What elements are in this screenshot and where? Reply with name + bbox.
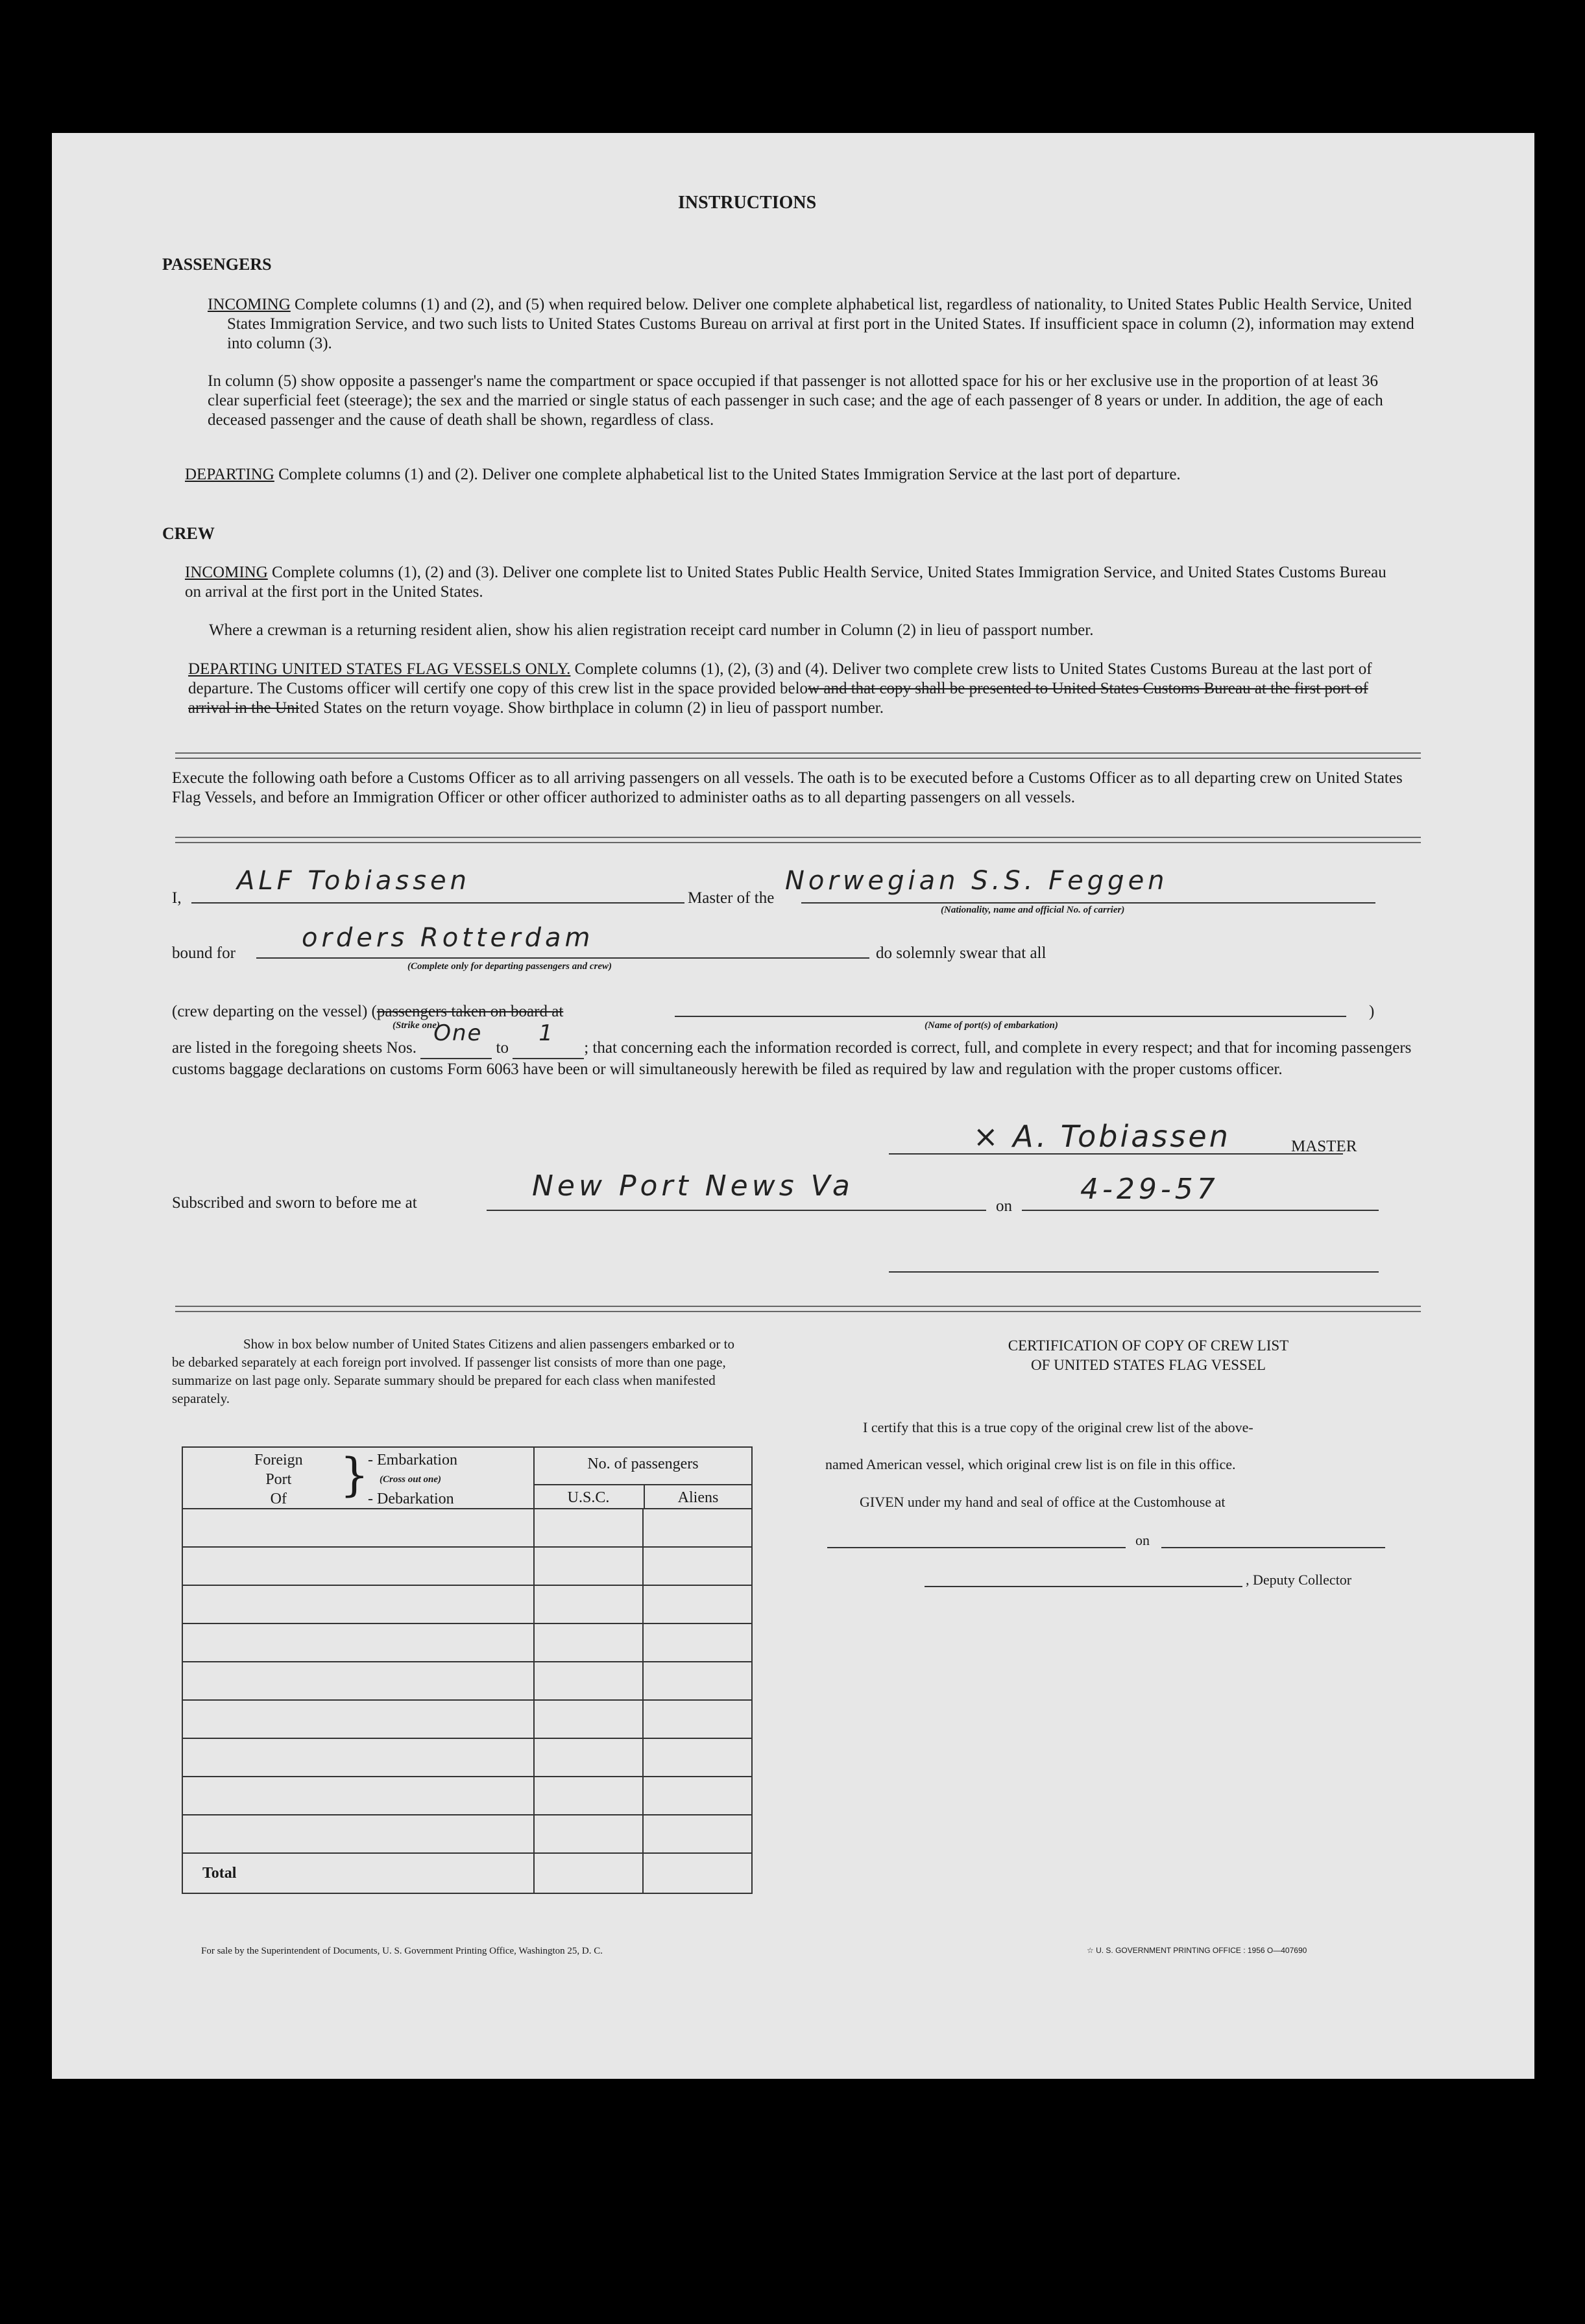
to-label: to <box>496 1039 509 1057</box>
oath-intro: Execute the following oath before a Customs Officer as to all arriving passengers on all vessels. The oath is to be executed before a Customs Officer as to all departing crew on United States Flag Vessels, and before an Immigration Officer or other officer authorized to administer oaths as to all departing passengers on all vessels. <box>172 769 1403 806</box>
certification-text-2: named American vessel, which original crew list is on file in this office. <box>825 1456 1236 1472</box>
certification-title-line2: OF UNITED STATES FLAG VESSEL <box>1031 1357 1266 1373</box>
sheets-label: are listed in the foregoing sheets Nos. <box>172 1039 417 1057</box>
crew-incoming-label: INCOMING <box>185 564 268 581</box>
sheet-to-value: 1 <box>538 1020 557 1046</box>
bound-for-value: orders Rotterdam <box>302 923 594 953</box>
column5-paragraph: In column (5) show opposite a passenger's name the compartment or space occupied if that passenger is not allotted space for his or her exclusive use in the proportion of at least 36 clear superficial feet (steerage); the sex and the married or single status of each passenger in such case; and the age of each passenger of 8 years or under. In addition, the age of each deceased passenger and the cause of death shall be shown, regardless of class. <box>208 372 1383 429</box>
vessel-caption: (Nationality, name and official No. of carrier) <box>941 905 1125 915</box>
cross-out-label: (Cross out one) <box>380 1474 442 1485</box>
passengers-incoming-paragraph <box>208 295 1421 353</box>
port-label: Port <box>265 1471 292 1488</box>
page-title: INSTRUCTIONS <box>678 193 817 213</box>
crew-departing-label <box>172 1002 563 1022</box>
aliens-label: Aliens <box>677 1489 719 1506</box>
port-caption: (Name of port(s) of embarkation) <box>925 1020 1058 1031</box>
usc-label: U.S.C. <box>567 1489 610 1506</box>
foreign-label: Foreign <box>254 1452 303 1468</box>
sheet-from-value: One <box>433 1020 483 1046</box>
section-divider <box>175 837 1421 843</box>
footer-left: For sale by the Superintendent of Documents, U. S. Government Printing Office, Washington 25, D. C. <box>201 1946 603 1956</box>
officer-signature-field[interactable] <box>889 1271 1379 1273</box>
departing-label: DEPARTING <box>185 466 274 483</box>
crew-incoming-text: Complete columns (1), (2) and (3). Deliver one complete list to United States Public Health Service, United States Immigration Service, and United States Customs Bureau on arrival at the first port in the United States. <box>185 564 1386 601</box>
swear-label: do solemnly swear that all <box>876 944 1047 962</box>
on-label: on <box>996 1197 1012 1215</box>
crew-departing-text: Complete columns (1), (2), (3) and (4). Deliver two complete crew lists to United States Customs Bureau at the last port of departure. The Customs officer will certify one copy of this crew list in the space provided belo <box>188 660 1372 697</box>
bound-for-field[interactable] <box>256 957 869 959</box>
sworn-date-value: 4-29-57 <box>1080 1173 1219 1206</box>
master-name-value: ALF Tobiassen <box>237 866 470 896</box>
master-label: MASTER <box>1291 1138 1357 1155</box>
summary-instructions: Show in box below number of United States Citizens and alien passengers embarked or to be debarked separately at each foreign port involved. If passenger list consists of more than one page, summarize on last page only. Separate summary should be prepared for each class when manifested separately. <box>172 1336 735 1406</box>
incoming-label: INCOMING <box>208 296 291 313</box>
vessel-field[interactable] <box>801 902 1375 904</box>
master-of-label: Master of the <box>688 889 775 907</box>
crew-heading: CREW <box>162 524 215 543</box>
form-page <box>52 133 1534 2079</box>
sworn-place-field[interactable] <box>487 1210 986 1211</box>
table-row[interactable] <box>182 1623 752 1662</box>
no-passengers-label: No. of passengers <box>587 1455 699 1472</box>
passengers-heading: PASSENGERS <box>162 255 272 274</box>
crew-departing-paragraph <box>188 660 1405 718</box>
table-row[interactable] <box>182 1815 752 1853</box>
sheets-text: ; that concerning each the information recorded is correct, full, and complete in every respect; and that for incoming passengers customs baggage declarations on customs Form 6063 have been or will simultaneously herewith be filed as required by law and regulation with the proper customs officer. <box>172 1039 1412 1078</box>
master-name-field[interactable] <box>191 902 684 904</box>
certification-text-3: GIVEN under my hand and seal of office at the Customhouse at <box>860 1494 1226 1510</box>
departing-text: Complete columns (1) and (2). Deliver one complete alphabetical list to the United States Immigration Service at the last port of departure. <box>278 466 1181 483</box>
customhouse-field[interactable] <box>827 1547 1126 1548</box>
close-paren: ) <box>1369 1003 1375 1020</box>
struck-text: w and that copy shall be presented to United States Customs Bureau at the first port of arrival in the Uni <box>188 680 1368 717</box>
table-row[interactable] <box>182 1777 752 1815</box>
vessel-value: Norwegian S.S. Feggen <box>785 866 1168 896</box>
debarkation-label[interactable]: - Debarkation <box>368 1491 454 1507</box>
no-passengers-header <box>534 1447 752 1509</box>
certification-date-field[interactable] <box>1161 1547 1385 1548</box>
bound-for-caption: (Complete only for departing passengers and crew) <box>407 961 612 972</box>
struck-option: passengers taken on board at <box>376 1003 564 1020</box>
table-row[interactable] <box>182 1547 752 1585</box>
total-row[interactable] <box>182 1853 752 1893</box>
crew-departing-text-end: ted States on the return voyage. Show birthplace in column (2) in lieu of passport number. <box>299 699 884 717</box>
table-row[interactable] <box>182 1662 752 1700</box>
port-header-cell <box>182 1447 534 1509</box>
embarkation-label[interactable]: - Embarkation <box>368 1452 457 1468</box>
bound-for-label: bound for <box>172 944 236 962</box>
incoming-text: Complete columns (1) and (2), and (5) when required below. Deliver one complete alphabetical list, regardless of nationality, to United States Public Health Service, United States Immigration Service, and two such lists to United States Customs Bureau on arrival at first port in the United States. If insufficient space in column (2), information may extend into column (3). <box>227 296 1414 352</box>
certification-title-line1: CERTIFICATION OF COPY OF CREW LIST <box>1008 1337 1289 1354</box>
section-divider <box>175 1306 1421 1312</box>
section-divider <box>175 752 1421 759</box>
sheet-to-field[interactable] <box>513 1020 584 1059</box>
brace-icon: } <box>340 1448 369 1502</box>
table-row[interactable] <box>182 1509 752 1547</box>
footer-right: ☆ U. S. GOVERNMENT PRINTING OFFICE : 1956 O—407690 <box>1087 1946 1307 1955</box>
certification-title <box>785 1336 1512 1375</box>
of-label: Of <box>270 1491 287 1507</box>
deputy-collector-field[interactable] <box>925 1586 1242 1587</box>
sworn-date-field[interactable] <box>1022 1210 1379 1211</box>
table-row[interactable] <box>182 1738 752 1777</box>
embarkation-port-field[interactable] <box>675 1016 1346 1017</box>
deputy-collector-label: , Deputy Collector <box>1246 1572 1352 1588</box>
sworn-place-value: New Port News Va <box>532 1169 854 1203</box>
i-label: I, <box>172 889 182 907</box>
certification-text-1: I certify that this is a true copy of the original crew list of the above- <box>863 1419 1253 1435</box>
sheet-from-field[interactable] <box>420 1020 492 1059</box>
table-row[interactable] <box>182 1585 752 1623</box>
crew-departing-label: DEPARTING UNITED STATES FLAG VESSELS ONLY. <box>188 660 571 678</box>
crew-departing-text: (crew departing on the vessel) ( <box>172 1003 377 1020</box>
certification-on-label: on <box>1135 1532 1150 1548</box>
alien-paragraph: Where a crewman is a returning resident alien, show his alien registration receipt card number in Column (2) in lieu of passport number. <box>209 621 1094 639</box>
table-row[interactable] <box>182 1700 752 1738</box>
master-signature: × A. Tobiassen <box>973 1119 1231 1154</box>
passengers-departing-paragraph <box>185 465 1405 485</box>
strike-caption: (Strike one) <box>393 1020 440 1031</box>
passenger-summary-table <box>182 1446 753 1894</box>
subscribed-label: Subscribed and sworn to before me at <box>172 1194 417 1212</box>
total-label: Total <box>182 1853 534 1893</box>
crew-incoming-paragraph <box>185 563 1405 602</box>
